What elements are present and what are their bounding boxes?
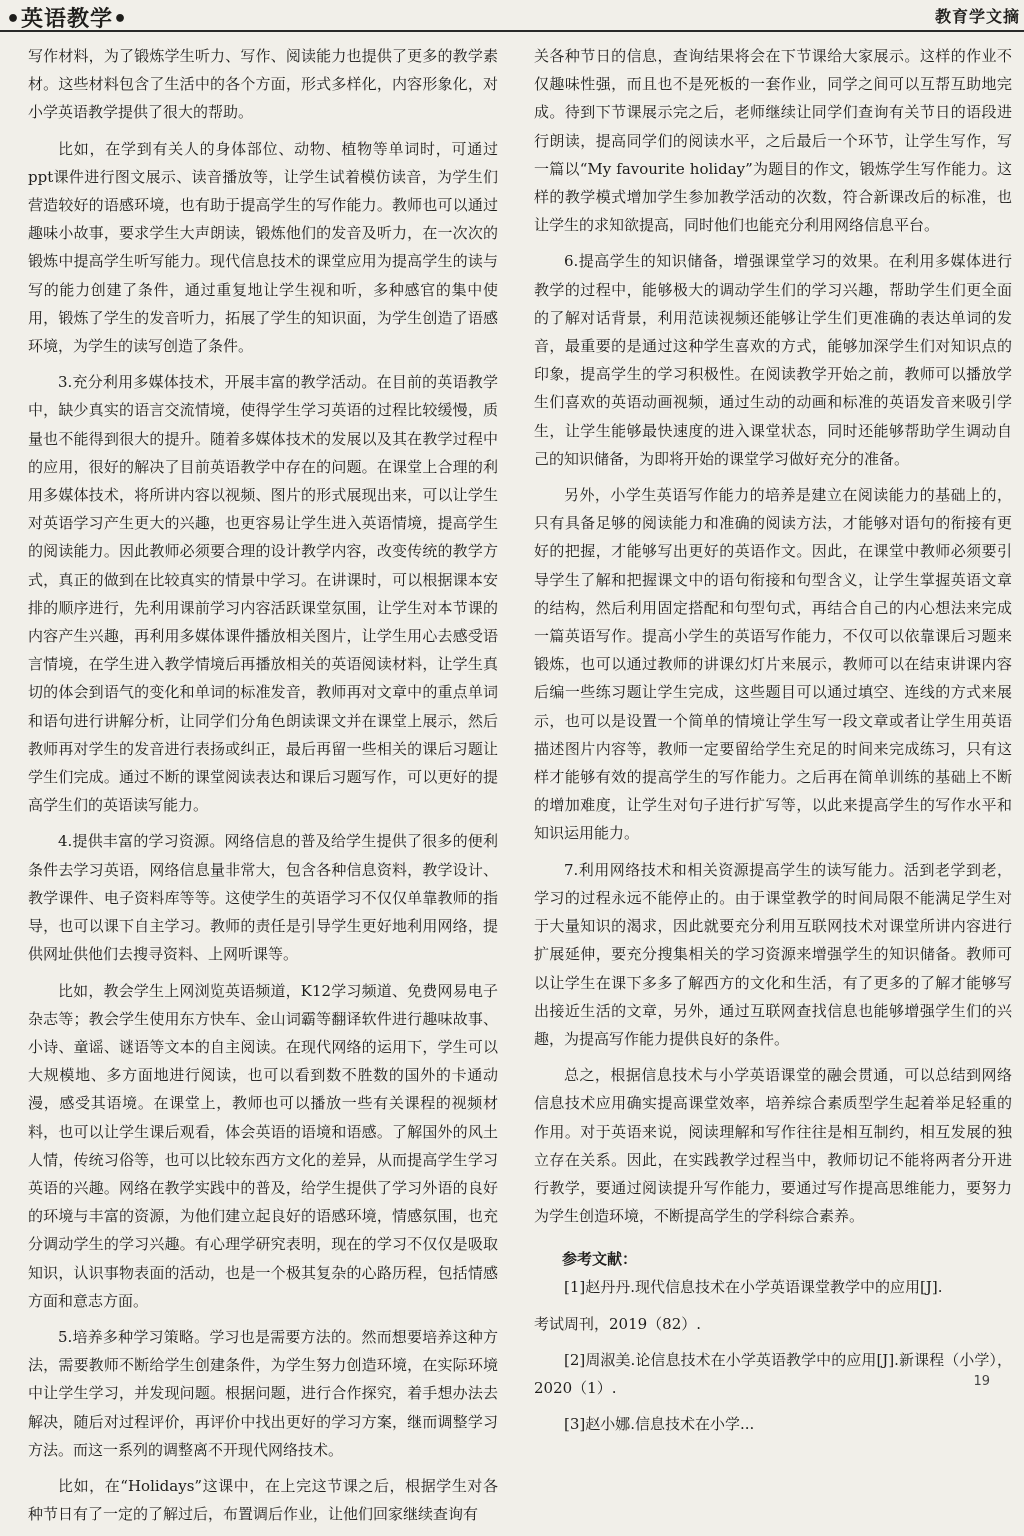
reference-item: 考试周刊，2019（82）. <box>534 1314 702 1333</box>
paragraph: 4.提供丰富的学习资源。网络信息的普及给学生提供了很多的便利条件去学习英语，网络信息量非常大，包含各种信息资料，教学设计、教学课件、电子资料库等等。这使学生的英语学习不仅仅单靠教师的指导，也可以课下自主学习。教师的责任是引导学生更好地利用网络，提供网址供他们去搜寻资料、上网听课等。 <box>28 832 498 964</box>
section-title: •英语教学• <box>6 7 129 32</box>
paragraph: 6.提高学生的知识储备，增强课堂学习的效果。在利用多媒体进行教学的过程中，能够极大的调动学生们的学习兴趣，帮助学生们更全面的了解对话背景，利用范读视频还能够让学生们更准确的表达单词的发音，最重要的是通过这种学生喜欢的方式，能够加深学生们对知识点的印象，提高学生的学习积极性。在阅读教学开始之前，教师可以播放学生们喜欢的英语动画视频，通过生动的动画和标准的英语发音来吸引学生，让学生能够最快速度的进入课堂状态，同时还能够帮助学生调动自己的知识储备，为即将开始的课堂学习做好充分的准备。 <box>534 252 1012 468</box>
page-number: 19 <box>973 1374 990 1389</box>
page-header <box>0 0 1024 32</box>
reference-item: [3]赵小娜.信息技术在小学... <box>564 1415 755 1434</box>
right-column <box>534 42 1012 1446</box>
journal-title: 教育学文摘 <box>934 7 1020 26</box>
paragraph: 5.培养多种学习策略。学习也是需要方法的。然而想要培养这种方法，需要教师不断给学生创建条件，为学生努力创造环境，在实际环境中让学生学习，并发现问题。根据问题，进行合作探究，着手想办法去解决，随后对过程评价，再评价中找出更好的学习方案，继而调整学习方法。而这一系列的调整离不开现代网络技术。 <box>28 1327 498 1459</box>
reference-item: [1]赵丹丹.现代信息技术在小学英语课堂教学中的应用[J]. <box>564 1278 943 1297</box>
paragraph: 另外，小学生英语写作能力的培养是建立在阅读能力的基础上的，只有具备足够的阅读能力和准确的阅读方法，才能够对语句的衔接有更好的把握，才能够写出更好的英语作文。因此，在课堂中教师必须要引导学生了解和把握课文中的语句衔接和句型含义，让学生掌握英语文章的结构，然后利用固定搭配和句型句式，再结合自己的内心想法来完成一篇英语写作。提高小学生的英语写作能力，不仅可以依靠课后习题来锻炼，也可以通过教师的讲课幻灯片来展示，教师可以在结束讲课内容后编一些练习题让学生完成，这些题目可以通过填空、连线的方式来展示，也可以是设置一个简单的情境让学生写一段文章或者让学生用英语描述图片内容等，教师一定要留给学生充足的时间来完成练习，只有这样才能够有效的提高学生的写作能力。之后再在简单训练的基础上不断的增加难度，让学生对句子进行扩写等，以此来提高学生的写作水平和知识运用能力。 <box>534 486 1012 843</box>
reference-item: [2]周淑美.论信息技术在小学英语教学中的应用[J].新课程（小学），2020（1）. <box>534 1350 1012 1397</box>
paragraph: 比如，在学到有关人的身体部位、动物、植物等单词时，可通过ppt课件进行图文展示、读音播放等，让学生试着模仿读音，为学生们营造较好的语感环境，也有助于提高学生的写作能力。教师也可以通过趣味小故事，要求学生大声朗读，锻炼他们的发音及听力，在一次次的锻炼中提高学生听写能力。现代信息技术的课堂应用为提高学生的读与写的能力创建了条件，通过重复地让学生视和听，多种感官的集中使用，锻炼了学生的发音听力，拓展了学生的知识面，为学生创造了语感环境，为学生的读写创造了条件。 <box>28 139 498 356</box>
paragraph: 3.充分利用多媒体技术，开展丰富的教学活动。在目前的英语教学中，缺少真实的语言交流情境，使得学生学习英语的过程比较缓慢，质量也不能得到很大的提升。随着多媒体技术的发展以及其在教学过程中的应用，很好的解决了目前英语教学中存在的问题。在课堂上合理的利用多媒体技术，将所讲内容以视频、图片的形式展现出来，可以让学生对英语学习产生更大的兴趣，也更容易让学生进入英语情境，提高学生的阅读能力。因此教师必须要合理的设计教学内容，改变传统的教学方式，真正的做到在比较真实的情景中学习。在讲课时，可以根据课本安排的顺序进行，先利用课前学习内容活跃课堂氛围，让学生对本节课的内容产生兴趣，再利用多媒体课件播放相关图片，让学生用心去感受语言情境，在学生进入教学情境后再播放相关的英语阅读材料，让学生真切的体会到语气的变化和单词的标准发音，教师再对文章中的重点单词和语句进行讲解分析，让同学们分角色朗读课文并在课堂上展示，然后教师再对学生的发音进行表扬或纠正，最后再留一些相关的课后习题让学生们完成。通过不断的课堂阅读表达和课后习题写作，可以更好的提高学生们的英语读写能力。 <box>28 373 498 815</box>
paragraph: 7.利用网络技术和相关资源提高学生的读写能力。活到老学到老，学习的过程永远不能停止的。由于课堂教学的时间局限不能满足学生对于大量知识的渴求，因此就要充分利用互联网技术对课堂所讲内容进行扩展延伸，要充分搜集相关的学习资源来增强学生的知识储备。教师可以让学生在课下多多了解西方的文化和生活，有了更多的了解才能够写出接近生活的文章，另外，通过互联网查找信息也能够增强学生们的兴趣，为提高写作能力提供良好的条件。 <box>534 860 1012 1048</box>
left-column <box>28 42 498 1536</box>
paragraph: 关各种节日的信息，查询结果将会在下节课给大家展示。这样的作业不仅趣味性强，而且也不是死板的一套作业，同学之间可以互帮互助地完成。待到下节课展示完之后，老师继续让同学们查询有关节日的语段进行朗读，提高同学们的阅读水平，之后最后一个环节，让学生写作，写一篇以“My favourite holiday”为题目的作文，锻炼学生写作能力。这样的教学模式增加学生参加教学活动的次数，符合新课改后的标准，也让学生的求知欲提高，同时他们也能充分利用网络信息平台。 <box>534 47 1012 235</box>
references-title: 参考文献： <box>562 1250 638 1269</box>
paragraph: 比如，教会学生上网浏览英语频道，K12学习频道、免费网易电子杂志等；教会学生使用东方快车、金山词霸等翻译软件进行趣味故事、小诗、童谣、谜语等文本的自主阅读。在现代网络的运用下，学生可以大规模地、多方面地进行阅读，也可以看到数不胜数的国外的卡通动漫，感受其语境。在课堂上，教师也可以播放一些有关课程的视频材料，也可以让学生课后观看，体会英语的语境和语感。了解国外的风土人情，传统习俗等，也可以比较东西方文化的差异，从而提高学生学习英语的兴趣。网络在教学实践中的普及，给学生提供了学习外语的良好的环境与丰富的资源，为他们建立起良好的语感环境，情感氛围，也充分调动学生的学习兴趣。有心理学研究表明，现在的学习不仅仅是吸取知识，认识事物表面的活动，也是一个极其复杂的心路历程，包括情感方面和意志方面。 <box>28 981 498 1310</box>
paragraph: 写作材料，为了锻炼学生听力、写作、阅读能力也提供了更多的教学素材。这些材料包含了生活中的各个方面，形式多样化，内容形象化，对小学英语教学提供了很大的帮助。 <box>28 47 498 122</box>
paragraph: 比如，在“Holidays”这课中，在上完这节课之后，根据学生对各种节日有了一定的了解过后，布置调后作业，让他们回家继续查询有 <box>28 1476 498 1524</box>
paragraph: 总之，根据信息技术与小学英语课堂的融会贯通，可以总结到网络信息技术应用确实提高课堂效率，培养综合素质型学生起着举足轻重的作用。对于英语来说，阅读理解和写作往往是相互制约，相互发展的独立存在关系。因此，在实践教学过程当中，教师切记不能将两者分开进行教学，要通过阅读提升写作能力，要通过写作提高思维能力，要努力为学生创造环境，不断提高学生的学科综合素养。 <box>534 1066 1012 1226</box>
